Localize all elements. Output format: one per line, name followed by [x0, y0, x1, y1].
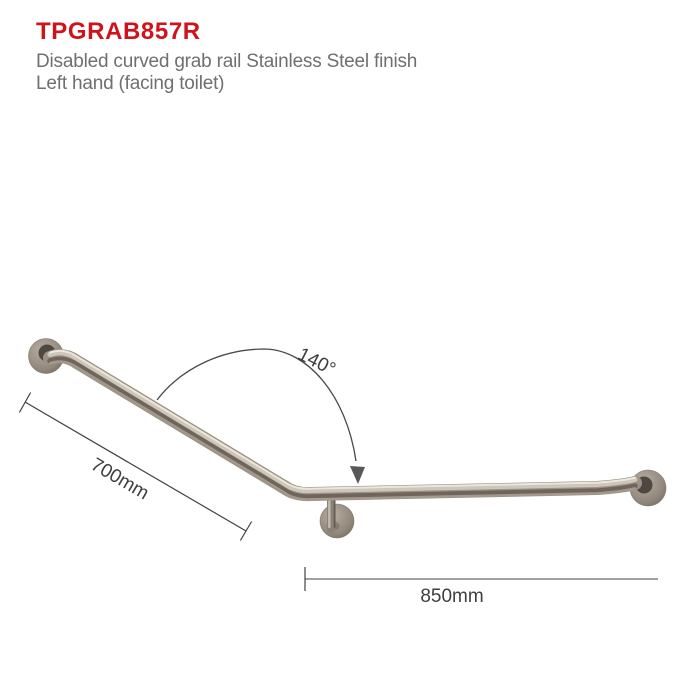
dim-850-label: 850mm [420, 586, 484, 607]
angle-label: 140° [294, 343, 339, 381]
angle-annotation [157, 344, 365, 484]
product-code: TPGRAB857R [36, 18, 201, 45]
rail-light-band [50, 353, 635, 491]
support-post [329, 496, 334, 529]
dimension-700 [19, 393, 251, 541]
rail-base [50, 356, 635, 494]
dimension-850 [305, 567, 658, 607]
middle-wall-flange [320, 496, 354, 538]
product-description-line2: Left hand (facing toilet) [36, 72, 225, 94]
middle-flange-disc [320, 504, 354, 538]
rail-dark-band [50, 359, 635, 497]
product-description-line1: Disabled curved grab rail Stainless Steel finish [36, 51, 418, 72]
dim-700-label: 700mm [87, 454, 153, 505]
angle-arrow-icon [350, 466, 365, 484]
dim-700-line [25, 402, 246, 531]
dim-700-tick-end [240, 522, 251, 541]
dim-700-tick-start [19, 393, 30, 413]
